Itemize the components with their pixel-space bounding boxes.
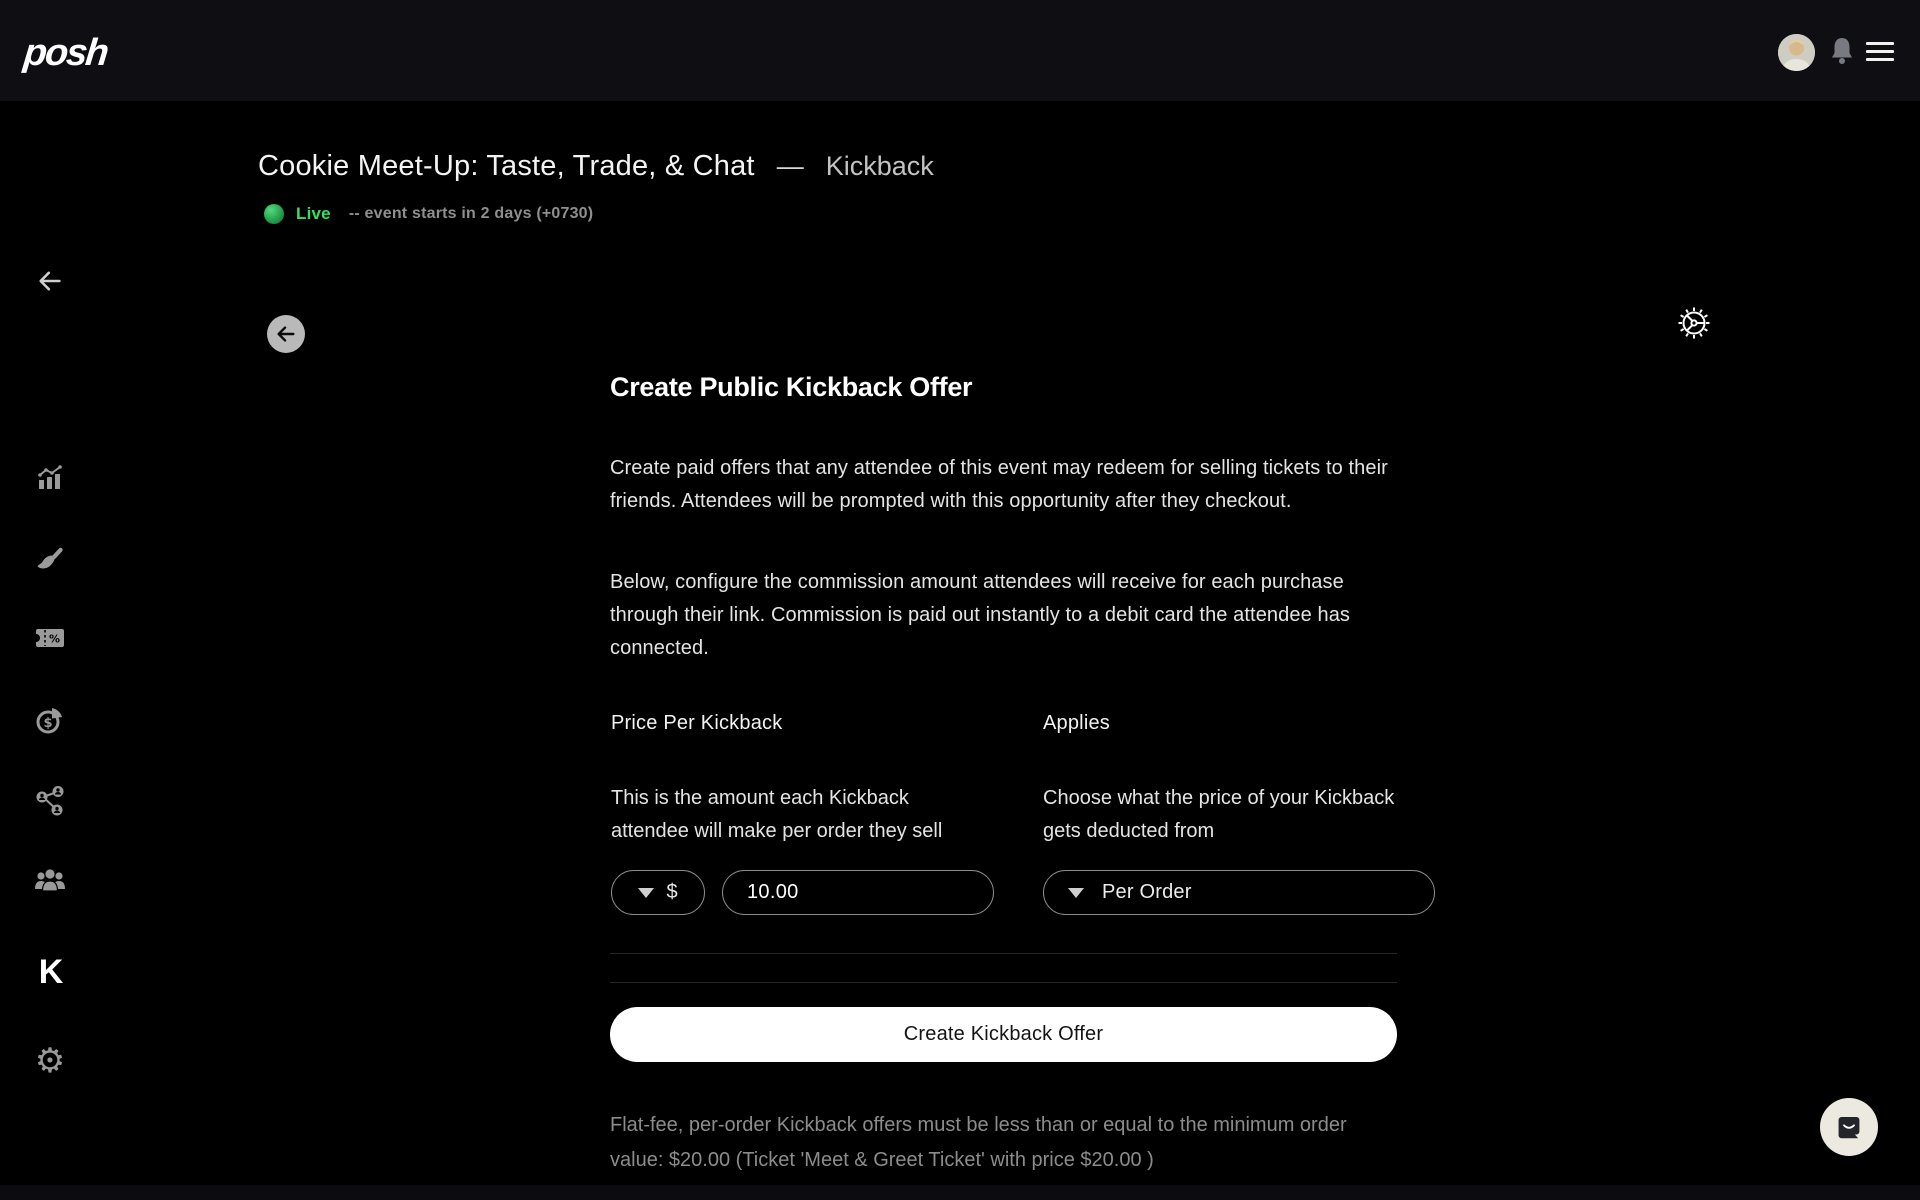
event-title: Cookie Meet-Up: Taste, Trade, & Chat: [258, 150, 755, 182]
sidebar-item-analytics[interactable]: [35, 463, 65, 493]
back-button[interactable]: [267, 315, 305, 353]
page-header: [258, 150, 934, 183]
sidebar-back-arrow-icon[interactable]: [36, 267, 64, 295]
event-status: [264, 204, 593, 224]
divider: [610, 953, 1397, 954]
applies-selected-value: Per Order: [1102, 881, 1192, 903]
chat-bubble-icon: [1834, 1112, 1864, 1142]
sidebar-item-sharing[interactable]: [34, 785, 66, 817]
sidebar-item-settings[interactable]: [35, 1043, 65, 1079]
flat-fee-note: Flat-fee, per-order Kickback offers must be less than or equal to the minimum order value: $20.00 (Ticket 'Meet & Greet Ticket' with price $20.00 ): [610, 1114, 1347, 1171]
kickback-settings-button[interactable]: [1674, 303, 1714, 343]
commission-paragraph: Below, configure the commission amount attendees will receive for each purchase through their link. Commission is paid out instantly to a debit card the attendee has connected.: [610, 571, 1351, 659]
left-sidebar: [0, 101, 100, 1200]
menu-hamburger-icon[interactable]: [1866, 42, 1894, 62]
price-per-kickback-label: Price Per Kickback: [611, 712, 783, 734]
page-title: Create Public Kickback Offer: [610, 372, 973, 402]
svg-text:%: %: [49, 632, 61, 646]
title-separator: —: [776, 151, 804, 181]
chevron-down-icon: [638, 888, 654, 898]
cog-icon: [1674, 303, 1714, 343]
create-kickback-offer-button[interactable]: Create Kickback Offer: [610, 1007, 1397, 1062]
gear-icon: ⚙: [34, 1041, 66, 1081]
svg-text:$: $: [43, 716, 53, 731]
divider: [610, 982, 1397, 983]
sidebar-item-kickback[interactable]: [39, 953, 62, 992]
intro-paragraph: Create paid offers that any attendee of this event may redeem for selling tickets to their friends. Attendees will be prompted with this opportunity after they checkout.: [610, 457, 1388, 512]
top-navbar: [0, 0, 1920, 101]
back-arrow-icon: [275, 323, 297, 345]
sidebar-item-team[interactable]: [33, 867, 67, 895]
chat-launcher-button[interactable]: [1820, 1098, 1878, 1156]
kickback-k-icon: K: [38, 953, 62, 991]
currency-symbol: $: [666, 881, 678, 903]
sidebar-item-design-brush[interactable]: [35, 543, 65, 573]
event-countdown: -- event starts in 2 days (+0730): [348, 205, 594, 222]
applies-help-text: Choose what the price of your Kickback gets deducted from: [1043, 787, 1395, 842]
avatar-image: [1778, 34, 1815, 71]
bottom-strip: [0, 1185, 1920, 1200]
chevron-down-icon: [1068, 888, 1084, 898]
section-title: Kickback: [825, 151, 934, 181]
user-avatar[interactable]: [1778, 34, 1815, 71]
sidebar-item-finance[interactable]: [34, 705, 66, 737]
sidebar-item-tickets[interactable]: [34, 625, 66, 651]
posh-logo[interactable]: posh: [21, 32, 110, 74]
notifications-bell-icon[interactable]: [1828, 35, 1856, 69]
live-dot-icon: [264, 204, 284, 224]
applies-select[interactable]: [1043, 870, 1435, 915]
live-badge: Live: [296, 204, 331, 223]
currency-select[interactable]: [611, 870, 705, 915]
price-help-text: This is the amount each Kickback attendee will make per order they sell: [611, 787, 943, 842]
amount-input[interactable]: [722, 870, 994, 915]
applies-label: Applies: [1043, 712, 1110, 734]
